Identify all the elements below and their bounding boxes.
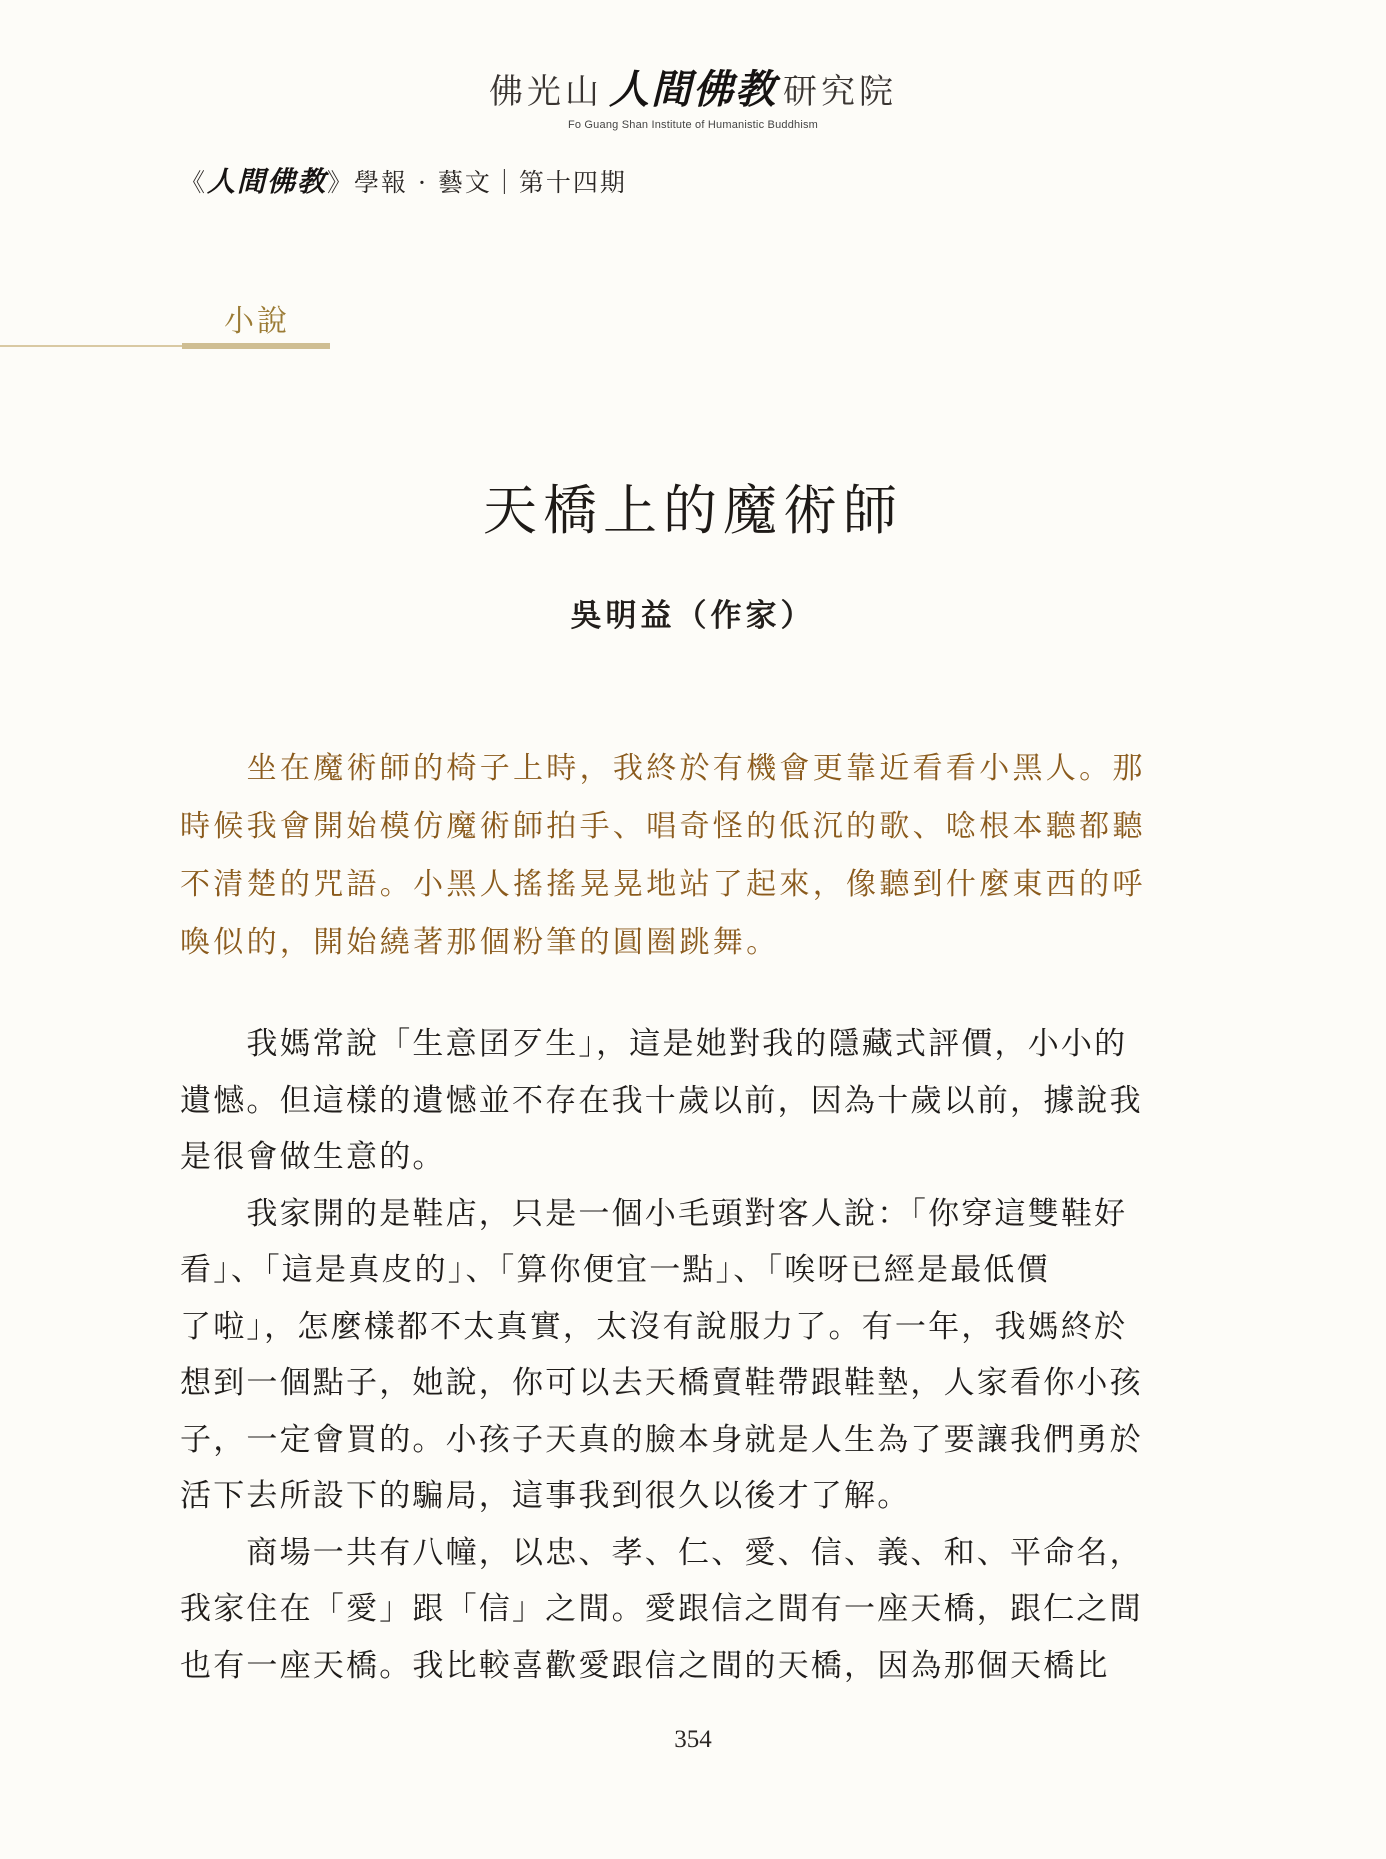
body-line: 看」、「這是真皮的」、「算你便宜一點」、「唉呀已經是最低價 [180, 1252, 1050, 1288]
body-line: 活下去所設下的騙局，這事我到很久以後才了解。 [180, 1478, 911, 1514]
intro-line: 坐在魔術師的椅子上時，我終於有機會更靠近看看小黑人。那 [180, 751, 1146, 786]
intro-excerpt [180, 740, 1180, 972]
body-line: 想到一個點子，她說，你可以去天橋賣鞋帶跟鞋墊，人家看你小孩 [180, 1365, 1143, 1401]
body-line: 子，一定會買的。小孩子天真的臉本身就是人生為了要讓我們勇於 [180, 1421, 1143, 1458]
institute-header [0, 58, 1386, 131]
body-line: 商場一共有八幢，以忠、孝、仁、愛、信、義、和、平命名， [180, 1534, 1143, 1571]
article-author: 吳明益（作家） [570, 598, 816, 634]
article-title: 天橋上的魔術師 [483, 479, 903, 542]
journal-running-head [180, 160, 627, 200]
institute-brand-logo: 人間佛教 [609, 67, 777, 113]
body-line: 我家住在「愛」跟「信」之間。愛跟信之間有一座天橋，跟仁之間 [180, 1591, 1143, 1627]
body-line: 也有一座天橋。我比較喜歡愛跟信之間的天橋，因為那個天橋比 [180, 1647, 1110, 1684]
body-line: 了啦」，怎麼樣都不太真實，太沒有說服力了。有一年，我媽終於 [180, 1308, 1128, 1345]
article-body [180, 1016, 1180, 1694]
section-label: 小說 [224, 304, 290, 339]
intro-line: 不清楚的咒語。小黑人搖搖晃晃地站了起來，像聽到什麼東西的呼 [180, 867, 1146, 902]
body-line: 是很會做生意的。 [180, 1139, 446, 1175]
journal-issue: 》學報 · 藝文｜第十四期 [327, 168, 627, 197]
section-divider-accent [182, 343, 330, 349]
journal-open-bracket: 《 [180, 168, 208, 197]
intro-line: 時候我會開始模仿魔術師拍手、唱奇怪的低沉的歌、唸根本聽都聽 [180, 809, 1146, 844]
institute-name [0, 58, 1386, 115]
body-line: 我媽常說「生意囝歹生」，這是她對我的隱藏式評價，小小的 [180, 1026, 1128, 1062]
intro-line: 喚似的，開始繞著那個粉筆的圓圈跳舞。 [180, 925, 780, 960]
journal-brand-logo: 人間佛教 [207, 165, 328, 198]
institute-suffix: 研究院 [783, 72, 897, 112]
body-line: 我家開的是鞋店，只是一個小毛頭對客人說：「你穿這雙鞋好 [180, 1195, 1128, 1232]
institute-prefix: 佛光山 [489, 72, 603, 112]
body-line: 遺憾。但這樣的遺憾並不存在我十歲以前，因為十歲以前，據說我 [180, 1082, 1143, 1119]
institute-english-name: Fo Guang Shan Institute of Humanistic Buddhism [567, 119, 819, 131]
page-number: 354 [674, 1726, 712, 1753]
